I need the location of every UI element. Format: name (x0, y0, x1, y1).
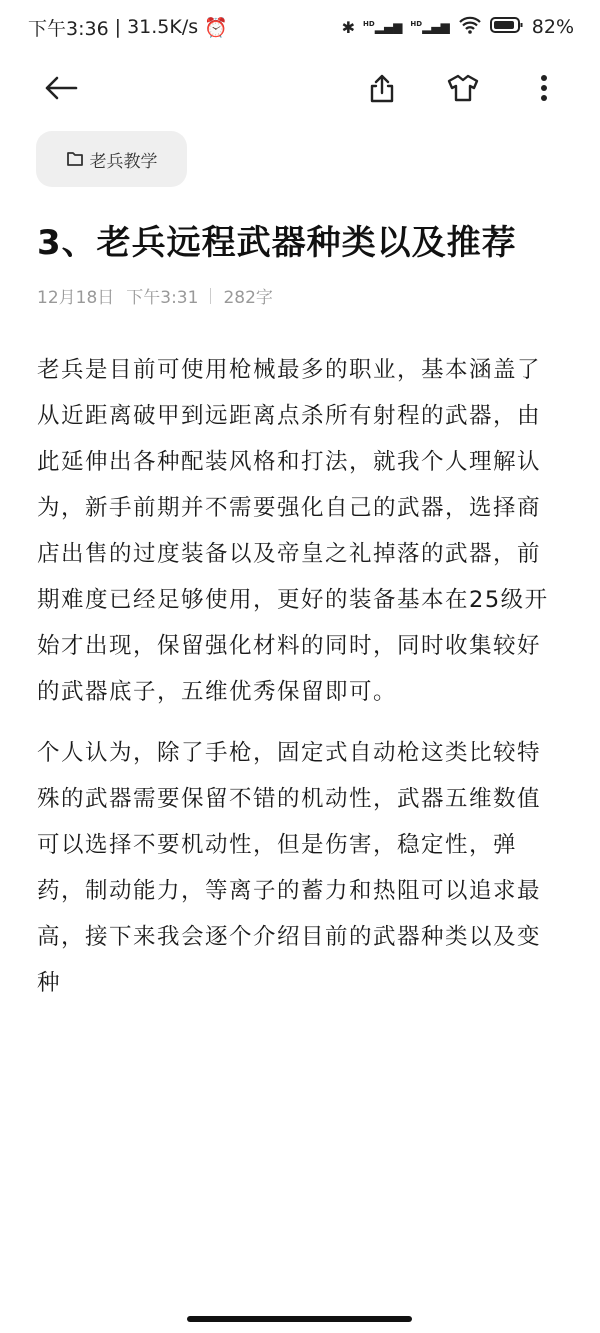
meta-divider (210, 288, 211, 304)
text-line: 老兵是目前可使用枪械最多的职业，基本涵盖了 (37, 357, 542, 383)
share-icon (368, 73, 396, 103)
article-meta (37, 283, 273, 308)
article-paragraph-1 (37, 347, 549, 715)
article-time: 下午3:31 (126, 288, 199, 308)
toolbar (0, 62, 600, 114)
alarm-icon: ⏰ (204, 16, 228, 39)
folder-icon (66, 151, 84, 167)
hd-label: HD (410, 20, 423, 28)
text-line: 此延伸出各种配装风格和打法，就我个人理解认 (37, 449, 542, 475)
text-line: 种 (37, 970, 62, 996)
clock: 下午3:36 (28, 17, 109, 40)
article-date: 12月18日 (37, 288, 115, 308)
text-line: 高，接下来我会逐个介绍目前的武器种类以及变 (37, 924, 542, 950)
hd-label: HD (363, 20, 375, 28)
text-line: 期难度已经足够使用，更好的装备基本在25级开 (37, 587, 549, 613)
text-line: 从近距离破甲到远距离点杀所有射程的武器，由 (37, 403, 542, 429)
battery-percent: 82% (531, 16, 574, 38)
bluetooth-icon: ✱ (341, 17, 356, 37)
article-paragraph-2 (37, 730, 541, 1006)
more-button[interactable] (522, 66, 566, 110)
text-line: 始才出现，保留强化材料的同时，同时收集较好 (37, 633, 542, 659)
text-line: 可以选择不要机动性，但是伤害，稳定性，弹 (37, 832, 518, 858)
network-speed: 31.5K/s (127, 16, 199, 38)
signal-icon-2: $^{HD}$▂▄▆ (410, 20, 450, 34)
signal-icon: $^{HD}$▂▄▆ (363, 20, 403, 34)
text-line: 殊的武器需要保留不错的机动性，武器五维数值 (37, 786, 542, 812)
text-line: 店出售的过度装备以及帝皇之礼掉落的武器，前 (37, 541, 542, 567)
battery-icon (490, 16, 524, 39)
theme-button[interactable] (441, 66, 485, 110)
home-indicator[interactable] (187, 1316, 412, 1322)
text-line: 个人认为，除了手枪，固定式自动枪这类比较特 (37, 740, 542, 766)
text-line: 为，新手前期并不需要强化自己的武器，选择商 (37, 495, 542, 521)
article-title: 3、老兵远程武器种类以及推荐 (37, 223, 517, 263)
wifi-icon (458, 16, 482, 39)
text-line: 药，制动能力，等离子的蓄力和热阻可以追求最 (37, 878, 542, 904)
more-vertical-icon (540, 74, 548, 102)
word-count: 282字 (223, 288, 273, 308)
category-chip[interactable] (36, 131, 187, 187)
text-line: 的武器底子，五维优秀保留即可。 (37, 679, 398, 705)
status-bar (28, 12, 574, 42)
arrow-left-icon (44, 76, 78, 100)
shirt-icon (447, 74, 479, 102)
back-button[interactable] (39, 66, 83, 110)
divider: | (114, 16, 122, 38)
category-label: 老兵教学 (89, 151, 158, 172)
share-button[interactable] (360, 66, 404, 110)
